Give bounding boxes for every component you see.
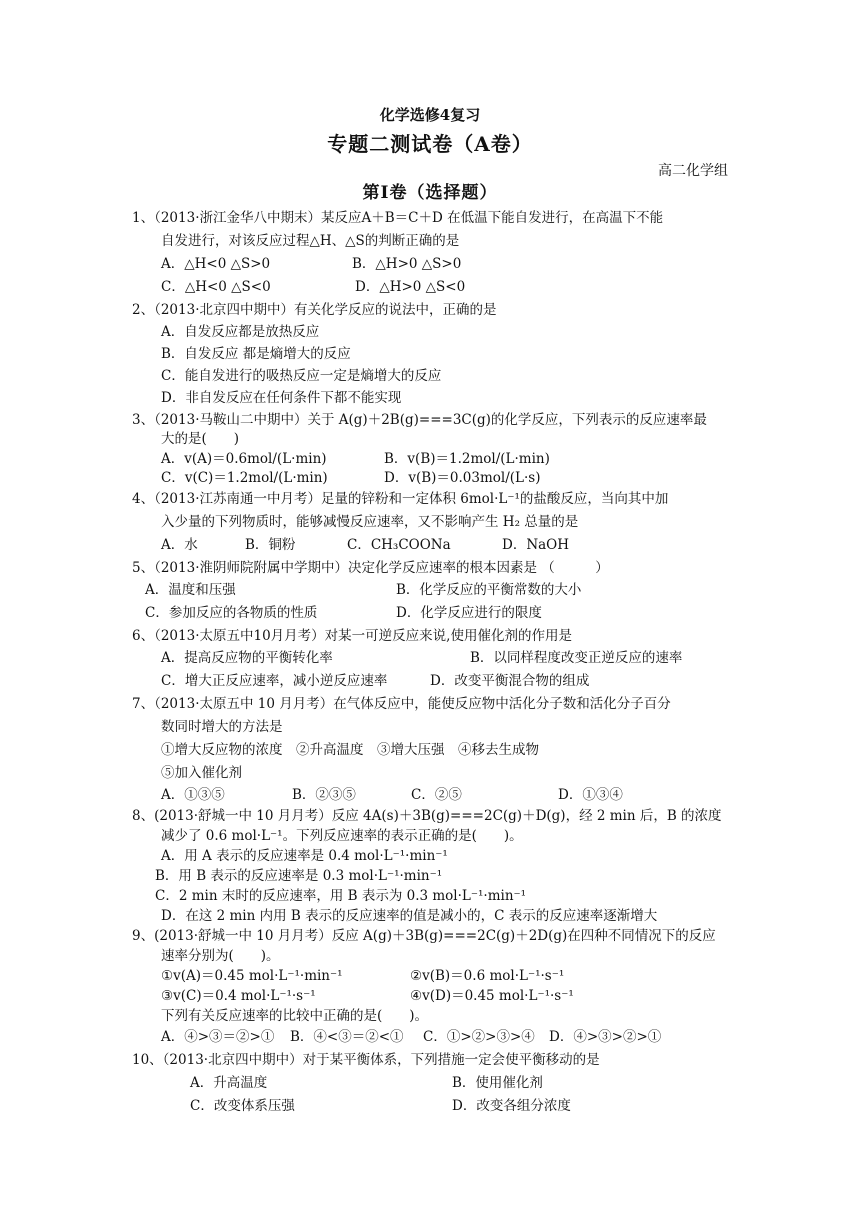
- question-6-option-d: D．改变平衡混合物的组成: [430, 673, 590, 689]
- question-3-line-2: 大的是( ): [161, 431, 240, 447]
- question-2-line-1: 2、（2013·北京四中期中）有关化学反应的说法中，正确的是: [132, 302, 497, 318]
- question-9-option-b: B．④<③＝②<①: [290, 1029, 404, 1045]
- question-8-option-c: C．2 min 末时的反应速率，用 B 表示为 0.3 mol·L⁻¹·min⁻¹: [155, 888, 527, 904]
- question-1-line-1: 1、（2013·浙江金华八中期末）某反应A＋B＝C＋D 在低温下能自发进行，在高温下不能: [132, 210, 664, 226]
- question-10-line-1: 10、（2013·北京四中期中）对于某平衡体系，下列措施一定会使平衡移动的是: [132, 1052, 600, 1068]
- author-group: 高二化学组: [658, 163, 728, 179]
- question-5-option-d: D．化学反应进行的限度: [396, 605, 542, 621]
- question-2-option-c: C．能自发进行的吸热反应一定是熵增大的反应: [161, 368, 442, 384]
- question-7-line-1: 7、（2013·太原五中 10 月月考）在气体反应中，能使反应物中活化分子数和活化分子百分: [132, 696, 671, 712]
- question-3-option-d: D．v(B)＝0.03mol/(L·s): [384, 470, 541, 486]
- question-5-option-a: A．温度和压强: [145, 582, 236, 598]
- question-10-option-a: A．升高温度: [190, 1075, 268, 1091]
- question-4-line-2: 入少量的下列物质时，能够减慢反应速率，又不影响产生 H₂ 总量的是: [161, 514, 579, 530]
- question-2-option-a: A．自发反应都是放热反应: [161, 324, 320, 340]
- question-9-option-d: D．④>③>②>①: [549, 1029, 662, 1045]
- section-heading: 第Ⅰ卷（选择题）: [362, 183, 498, 203]
- question-9-rate-4: ④v(D)＝0.45 mol·L⁻¹·s⁻¹: [410, 988, 574, 1004]
- question-5-option-c: C．参加反应的各物质的性质: [145, 605, 318, 621]
- question-6-line-1: 6、（2013·太原五中10月月考）对某一可逆反应来说,使用催化剂的作用是: [132, 628, 572, 644]
- question-7-option-b: B．②③⑤: [292, 787, 356, 803]
- question-4-option-d: D．NaOH: [502, 537, 570, 553]
- question-10-option-c: C．改变体系压强: [190, 1098, 295, 1114]
- question-8-option-b: B．用 B 表示的反应速率是 0.3 mol·L⁻¹·min⁻¹: [155, 868, 443, 884]
- question-2-option-b: B．自发反应 都是熵增大的反应: [161, 346, 351, 362]
- question-3-option-c: C．v(C)＝1.2mol/(L·min): [161, 470, 328, 486]
- question-7-line-2: 数同时增大的方法是: [161, 719, 283, 735]
- question-1-option-a: A．△H<0 △S>0: [161, 256, 271, 272]
- question-9-option-a: A．④>③＝②>①: [161, 1029, 275, 1045]
- question-9-line-1: 9、(2013·舒城一中 10 月月考）反应 A(g)＋3B(g)===2C(g)＋2D(g)在四种不同情况下的反应: [132, 928, 716, 944]
- question-8-option-d: D．在这 2 min 内用 B 表示的反应速率的值是减小的，C 表示的反应速率逐渐增大: [161, 908, 658, 924]
- question-4-option-a: A．水: [161, 537, 198, 553]
- question-4-option-c: C．CH₃COONa: [347, 537, 451, 553]
- question-8-option-a: A．用 A 表示的反应速率是 0.4 mol·L⁻¹·min⁻¹: [161, 848, 448, 864]
- question-10-option-d: D．改变各组分浓度: [452, 1098, 571, 1114]
- question-9-line-2: 速率分别为( )。: [161, 948, 280, 964]
- question-1-option-b: B．△H>0 △S>0: [352, 256, 462, 272]
- question-9-rate-1: ①v(A)＝0.45 mol·L⁻¹·min⁻¹: [161, 968, 343, 984]
- question-9-rate-3: ③v(C)＝0.4 mol·L⁻¹·s⁻¹: [161, 988, 316, 1004]
- question-9-line-3: 下列有关反应速率的比较中正确的是( )。: [161, 1008, 429, 1024]
- question-4-line-1: 4、（2013·江苏南通一中月考）足量的锌粉和一定体积 6mol·L⁻¹的盐酸反应，当向其中加: [132, 491, 669, 507]
- question-1-line-2: 自发进行，对该反应过程△H、△S的判断正确的是: [161, 233, 460, 249]
- question-7-option-d: D．①③④: [558, 787, 623, 803]
- question-1-option-c: C．△H<0 △S<0: [161, 279, 271, 295]
- question-4-option-b: B．铜粉: [245, 537, 296, 553]
- question-2-option-d: D．非自发反应在任何条件下都不能实现: [161, 390, 402, 406]
- question-1-option-d: D．△H>0 △S<0: [355, 279, 466, 295]
- question-10-option-b: B．使用催化剂: [452, 1075, 543, 1091]
- question-9-option-c: C．①>②>③>④: [423, 1029, 535, 1045]
- question-3-option-b: B．v(B)＝1.2mol/(L·min): [384, 451, 550, 467]
- question-7-line-4: ⑤加入催化剂: [161, 765, 242, 781]
- document-subtitle: 专题二测试卷（A卷）: [327, 132, 533, 156]
- question-3-line-1: 3、（2013·马鞍山二中期中）关于 A(g)＋2B(g)===3C(g)的化学反应，下列表示的反应速率最: [132, 412, 707, 428]
- question-8-line-2: 减少了 0.6 mol·L⁻¹。下列反应速率的表示正确的是( )。: [161, 828, 523, 844]
- question-5-line-1: 5、（2013·淮阴师院附属中学期中）决定化学反应速率的根本因素是 （ ）: [132, 560, 609, 576]
- question-7-line-3: ①增大反应物的浓度 ②升高温度 ③增大压强 ④移去生成物: [161, 742, 539, 758]
- question-6-option-b: B．以同样程度改变正逆反应的速率: [470, 650, 683, 666]
- question-7-option-c: C．②⑤: [411, 787, 462, 803]
- question-6-option-c: C．增大正反应速率，减小逆反应速率: [161, 673, 388, 689]
- question-7-option-a: A．①③⑤: [161, 787, 225, 803]
- question-5-option-b: B．化学反应的平衡常数的大小: [396, 582, 582, 598]
- question-3-option-a: A．v(A)＝0.6mol/(L·min): [161, 451, 327, 467]
- question-6-option-a: A．提高反应物的平衡转化率: [161, 650, 333, 666]
- question-9-rate-2: ②v(B)＝0.6 mol·L⁻¹·s⁻¹: [410, 968, 565, 984]
- document-title: 化学选修4复习: [379, 106, 481, 124]
- question-8-line-1: 8、(2013·舒城一中 10 月月考）反应 4A(s)＋3B(g)===2C(g)＋D(g)，经 2 min 后，B 的浓度: [132, 808, 722, 824]
